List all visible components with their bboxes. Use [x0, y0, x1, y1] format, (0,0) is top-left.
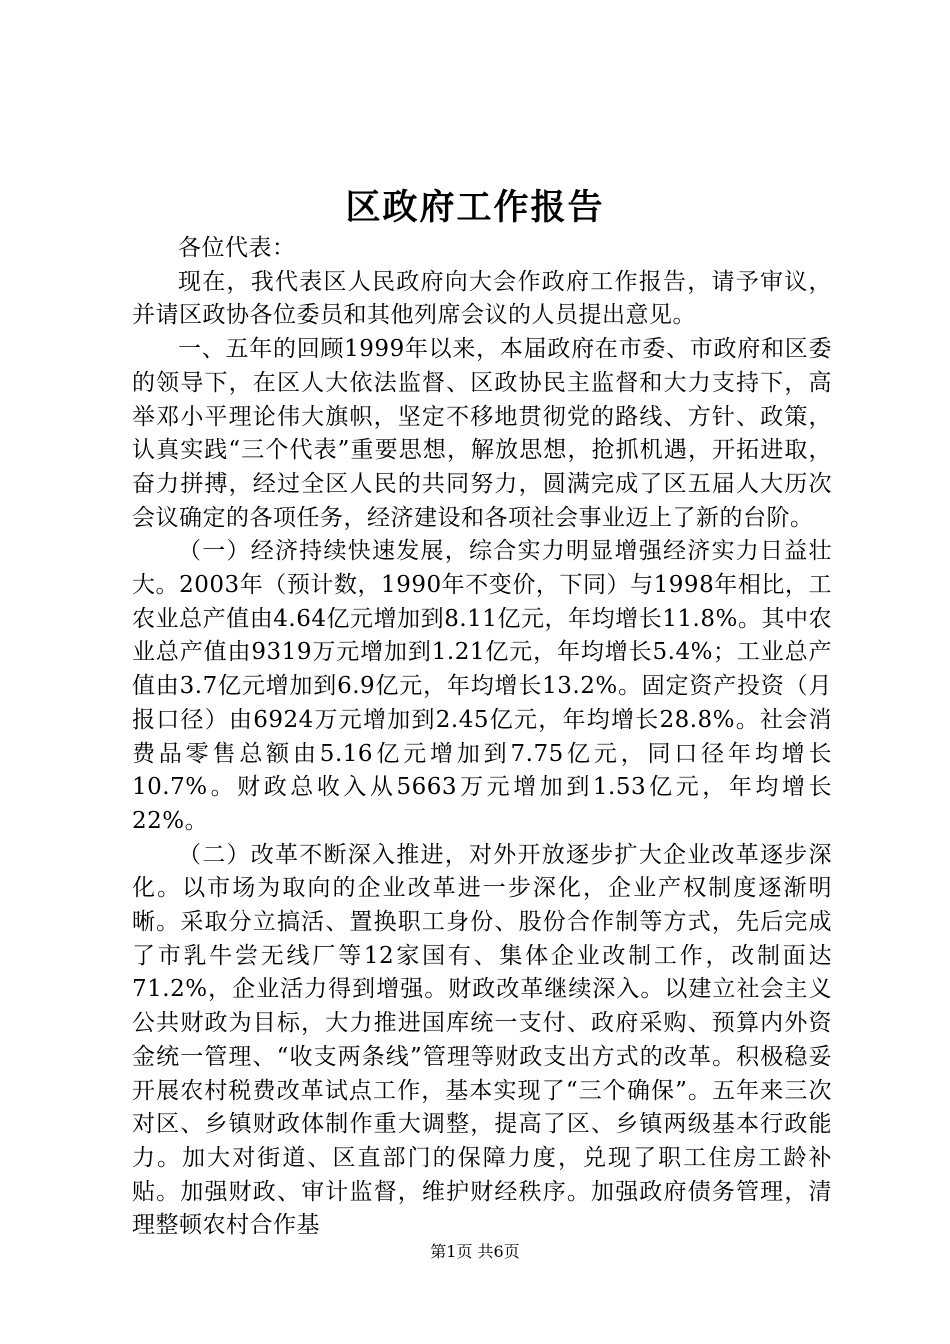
document-title: 区政府工作报告 — [345, 187, 605, 228]
review-paragraph: 一、五年的回顾1999年以来，本届政府在市委、市政府和区委的领导下，在区人大依法监督、区政协民主监督和大力支持下，高举邓小平理论伟大旗帜，坚定不移地贯彻党的路线、方针、政策，认真实践“三个代表”重要思想，解放思想，抢抓机遇，开拓进取，奋力拼搏，经过全区人民的共同努力，圆满完成了区五届人大历次会议确定的各项任务，经济建设和各项社会事业迈上了新的台阶。 — [132, 336, 832, 531]
reform-paragraph: （二）改革不断深入推进，对外开放逐步扩大企业改革逐步深化。以市场为取向的企业改革进一步深化，企业产权制度逐渐明晰。采取分立搞活、置换职工身份、股份合作制等方式，先后完成了市乳牛尝无线厂等12家国有、集体企业改制工作，改制面达71.2%，企业活力得到增强。财政改革继续深入。以建立社会主义公共财政为目标，大力推进国库统一支付、政府采购、预算内外资金统一管理、“收支两条线”管理等财政支出方式的改革。积极稳妥开展农村税费改革试点工作，基本实现了“三个确保”。五年来三次对区、乡镇财政体制作重大调整，提高了区、乡镇两级基本行政能力。加大对街道、区直部门的保障力度，兑现了职工住房工龄补贴。加强财政、审计监督，维护财经秩序。加强政府债务管理，清理整顿农村合作基 — [132, 841, 832, 1239]
page-footer: 第1页 共6页 — [430, 1242, 520, 1261]
salutation-paragraph: 各位代表： — [178, 235, 296, 261]
document-body — [132, 232, 832, 1243]
intro-paragraph: 现在，我代表区人民政府向大会作政府工作报告，请予审议，并请区政协各位委员和其他列席会议的人员提出意见。 — [132, 268, 832, 329]
economy-paragraph: （一）经济持续快速发展，综合实力明显增强经济实力日益壮大。2003年（预计数，1990年不变价，下同）与1998年相比，工农业总产值由4.64亿元增加到8.11亿元，年均增长11.8%。其中农业总产值由9319万元增加到1.21亿元，年均增长5.4%；工业总产值由3.7亿元增加到6.9亿元，年均增长13.2%。固定资产投资（月报口径）由6924万元增加到2.45亿元，年均增长28.8%。社会消费品零售总额由5.16亿元增加到7.75亿元，同口径年均增长10.7%。财政总收入从5663万元增加到1.53亿元，年均增长22%。 — [132, 538, 832, 834]
